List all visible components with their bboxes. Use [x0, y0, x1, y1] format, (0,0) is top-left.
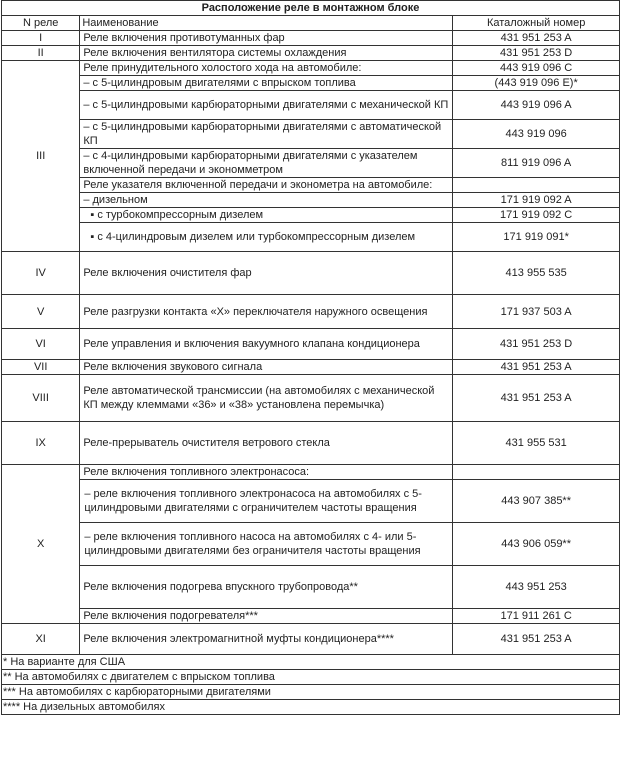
relay-code: 443 906 059** — [453, 523, 620, 566]
relay-name: – реле включения топливного насоса на автомобилях с 4- или 5-цилиндровыми двигателями без ограничителя частоты вращения — [80, 523, 453, 566]
relay-code: 431 951 253 A — [453, 624, 620, 655]
relay-name: Реле принудительного холостого хода на автомобиле: — [80, 61, 453, 76]
relay-code: 811 919 096 A — [453, 149, 620, 178]
footnote: * На варианте для США — [2, 655, 620, 670]
relay-code: 431 951 253 A — [453, 360, 620, 375]
relay-name: Реле автоматической трансмиссии (на автомобилях с механической КП между клеммами «36» и «38» установлена перемычка) — [80, 375, 453, 422]
relay-code: 443 919 096 — [453, 120, 620, 149]
relay-number: XI — [2, 624, 80, 655]
relay-name: – с 5-цилиндровыми карбюраторными двигателями с механической КП — [80, 91, 453, 120]
header-code: Каталожный номер — [453, 16, 620, 31]
relay-code: 431 951 253 A — [453, 375, 620, 422]
relay-name: Реле включения подогрева впускного трубопровода** — [80, 566, 453, 609]
header-number: N реле — [2, 16, 80, 31]
relay-code: 431 951 253 D — [453, 46, 620, 61]
relay-code: 171 919 091* — [453, 223, 620, 252]
relay-code: 431 955 531 — [453, 422, 620, 465]
relay-code: (443 919 096 E)* — [453, 76, 620, 91]
relay-name: Реле включения топливного электронасоса: — [80, 465, 453, 480]
relay-code: 171 937 503 A — [453, 295, 620, 329]
table-row — [2, 252, 620, 295]
relay-name: – с 5-цилиндровыми карбюраторными двигателями с автоматической КП — [80, 120, 453, 149]
relay-number: VIII — [2, 375, 80, 422]
footnote-row — [2, 685, 620, 700]
table-row — [2, 223, 620, 252]
relay-code: 171 919 092 C — [453, 208, 620, 223]
table-row — [2, 523, 620, 566]
table-row — [2, 566, 620, 609]
table-row — [2, 624, 620, 655]
table-row — [2, 193, 620, 208]
relay-code: 431 951 253 D — [453, 329, 620, 360]
relay-code: 171 919 092 A — [453, 193, 620, 208]
relay-name: ▪ с турбокомпрессорным дизелем — [80, 208, 453, 223]
table-row — [2, 120, 620, 149]
table-row — [2, 208, 620, 223]
table-row — [2, 295, 620, 329]
table-row — [2, 422, 620, 465]
relay-number: IV — [2, 252, 80, 295]
footnote-row — [2, 655, 620, 670]
relay-code: 443 907 385** — [453, 480, 620, 523]
relay-code: 431 951 253 A — [453, 31, 620, 46]
relay-number: II — [2, 46, 80, 61]
relay-name-text: ▪ с 4-цилиндровым дизелем или турбокомпрессорным дизелем — [83, 231, 415, 243]
relay-code: 413 955 535 — [453, 252, 620, 295]
relay-number: III — [2, 61, 80, 252]
table-row — [2, 149, 620, 178]
relay-name: Реле указателя включенной передачи и эконометра на автомобиле: — [80, 178, 453, 193]
relay-name: Реле разгрузки контакта «X» переключателя наружного освещения — [80, 295, 453, 329]
relay-number: V — [2, 295, 80, 329]
table-row — [2, 329, 620, 360]
relay-number: IX — [2, 422, 80, 465]
table-row — [2, 178, 620, 193]
relay-name: Реле включения вентилятора системы охлаждения — [80, 46, 453, 61]
table-title: Расположение реле в монтажном блоке — [2, 1, 620, 16]
relay-number: VI — [2, 329, 80, 360]
table-row — [2, 609, 620, 624]
relay-name: – с 4-цилиндровыми карбюраторными двигателями с указателем включенной передачи и экономметром — [80, 149, 453, 178]
relay-code — [453, 465, 620, 480]
relay-name: – реле включения топливного электронасоса на автомобилях с 5-цилиндровыми двигателями с ограничителем частоты вращения — [80, 480, 453, 523]
relay-code — [453, 178, 620, 193]
table-row — [2, 31, 620, 46]
table-row — [2, 375, 620, 422]
relay-name: Реле включения звукового сигнала — [80, 360, 453, 375]
footnote: **** На дизельных автомобилях — [2, 700, 620, 715]
footnote-row — [2, 700, 620, 715]
relay-code: 443 951 253 — [453, 566, 620, 609]
relay-name: Реле включения противотуманных фар — [80, 31, 453, 46]
footnote: *** На автомобилях с карбюраторными двигателями — [2, 685, 620, 700]
table-row — [2, 465, 620, 480]
relay-name: – с 5-цилиндровым двигателями с впрыском топлива — [80, 76, 453, 91]
relay-name: Реле включения очистителя фар — [80, 252, 453, 295]
relay-name: – дизельном — [80, 193, 453, 208]
table-row — [2, 480, 620, 523]
table-row — [2, 76, 620, 91]
footnote-row — [2, 670, 620, 685]
relay-name: Реле включения подогревателя*** — [80, 609, 453, 624]
header-name: Наименование — [80, 16, 453, 31]
relay-name: Реле включения электромагнитной муфты кондиционера**** — [80, 624, 453, 655]
relay-number: VII — [2, 360, 80, 375]
relay-name — [80, 223, 453, 252]
footnote: ** На автомобилях с двигателем с впрыском топлива — [2, 670, 620, 685]
relay-code: 443 919 096 C — [453, 61, 620, 76]
table-row — [2, 46, 620, 61]
relay-number: X — [2, 465, 80, 624]
relay-code: 443 919 096 A — [453, 91, 620, 120]
relay-name: Реле-прерыватель очистителя ветрового стекла — [80, 422, 453, 465]
table-row — [2, 91, 620, 120]
relay-number: I — [2, 31, 80, 46]
relay-name: Реле управления и включения вакуумного клапана кондиционера — [80, 329, 453, 360]
relay-code: 171 911 261 C — [453, 609, 620, 624]
table-row — [2, 360, 620, 375]
header-row — [2, 16, 620, 31]
table-row — [2, 61, 620, 76]
relay-table — [1, 0, 620, 715]
